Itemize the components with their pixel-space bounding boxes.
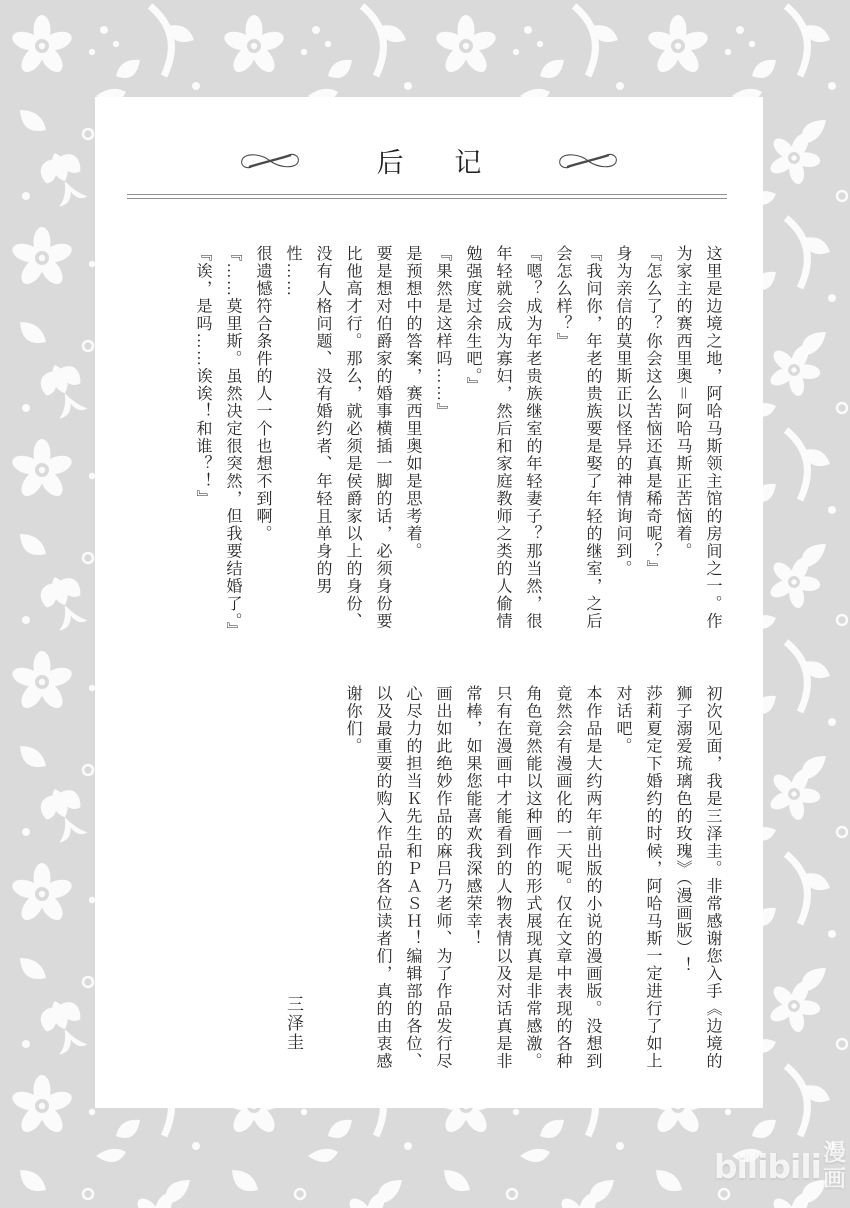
paragraph: 初次见面，我是三泽圭。非常感谢您入手《边境的狮子溺爱琉璃色的玫瑰》（漫画版）！	[674, 685, 721, 1070]
paragraph: 『嗯？成为年老贵族继室的年轻妻子？那当然，很年轻就会成为寡妇，然后和家庭教师之类的人偷情勉强度过余生吧。』	[464, 245, 541, 630]
flourish-left-icon	[237, 150, 303, 172]
paragraph: 莎莉夏定下婚约的时候，阿哈马斯一定进行了如上对话吧。	[614, 685, 661, 1070]
paragraph: 『我问你，年老的贵族要是娶了年轻的继室，之后会怎么样？』	[554, 245, 601, 630]
paragraph: 『诶，是吗……诶诶！和谁？！』	[194, 245, 211, 508]
header	[95, 141, 763, 180]
paragraph: 要是想对伯爵家的婚事横插一脚的话，必须身份要比他高才行。那么，就必须是侯爵家以上的身份、没有人格问题、没有婚约者、年轻且单身的男性……	[284, 245, 391, 630]
bilibili-logo: bilibili	[713, 1146, 821, 1186]
manga-label: 漫 画	[823, 1140, 846, 1192]
author-signature: 三泽圭	[284, 995, 303, 1052]
double-rule-divider	[127, 194, 727, 199]
flourish-right-icon	[555, 150, 621, 172]
paragraph: 很遗憾符合条件的人一个也想不到啊。	[254, 245, 271, 543]
paragraph: 『……莫里斯。虽然决定很突然，但我要结婚了。』	[224, 245, 241, 640]
paragraph: 这里是边境之地，阿哈马斯领主馆的房间之一。作为家主的赛西里奥＝阿哈马斯正苦恼着。	[674, 245, 721, 630]
paper-content-area	[95, 97, 763, 1108]
paragraph: 『果然是这样吗……』	[434, 245, 451, 420]
paragraph: 本作品是大约两年前出版的小说的漫画版。没想到竟然会有漫画化的一天呢。仅在文章中表现的各种角色竟然能以这种画作的形式展现真是非常感激。只有在漫画中才能看到的人物表情以及对话真是非常棒，如果您能喜欢我深感荣幸！	[464, 685, 601, 1070]
paragraph: 『怎么了？你会这么苦恼还真是稀奇呢？』	[644, 245, 661, 578]
page-title: 后 记	[376, 148, 504, 178]
afterword-story-block	[162, 245, 727, 640]
paragraph: 画出如此绝妙作品的麻吕乃老师、为了作品发行尽心尽力的担当Ｋ先生和ＰＡＳＨ！编辑部的各位、以及最重要的购入作品的各位读者们，真的由衷感谢你们。	[344, 685, 451, 1070]
bilibili-manga-watermark	[714, 1140, 846, 1192]
paragraph: 身为亲信的莫里斯正以怪异的神情询问到。	[614, 245, 631, 578]
paragraph: 是预想中的答案，赛西里奥如是思考着。	[404, 245, 421, 560]
